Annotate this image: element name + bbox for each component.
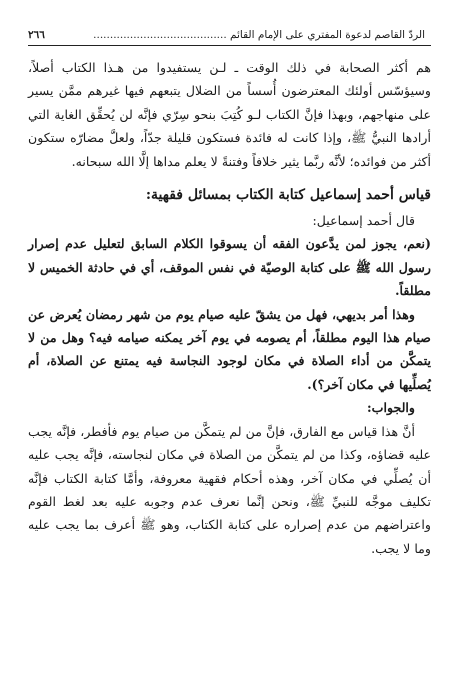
- page-body: [28, 56, 431, 560]
- answer-paragraph: أنَّ هذا قياس مع الفارق، فإنَّ من لم يتمكَّن من صيام يوم فأفطر، فإنَّه يجب عليه قضاؤه، وكذا من لم يتمكَّن من الصلاة في مكان لنجاسته، فإنَّه يجب عليه أن يُصلِّي في مكان آخر، وهذه أحكام فقهية معروفة، وأمَّا كتابة الكتاب فإنَّه تكليف موجَّه للنبيِّ ﷺ، ونحن إنَّما نعرف عدم وجوبه عليه بعد لغط القوم واعتراضهم من عدم إصراره على كتابة الكتاب، وهو ﷺ أعرف بما يجب عليه وما لا يجب.: [28, 423, 431, 556]
- quote-intro: قال أحمد إسماعيل:: [312, 213, 415, 229]
- answer-label: والجواب:: [366, 400, 415, 416]
- quote-paragraph-2: وهذا أمر بديهي، فهل من يشقّ عليه صيام يوم من شهر رمضان يُعرض عن صيام هذا اليوم مطلقاً، أم يصومه في يوم آخر يمكنه صيامه فيه؟ وهل من لا يتمكَّن من أداء الصلاة في مكان لوجود النجاسة فيه يمتنع عن الصلاة، أم يُصلِّيها في مكان آخر؟).: [28, 306, 431, 392]
- quote-paragraph-1: (نعم، يجوز لمن يدَّعون الفقه أن يسوقوا الكلام السابق لتعليل عدم إصرار رسول الله ﷺ على كتابة الوصيّة في نفس الموقف، أي في حادثة الخميس لا مطلقاً.: [28, 236, 431, 299]
- header-rule: [28, 45, 431, 46]
- running-title: الردّ القاصم لدعوة المفتري على الإمام القائم ........................................: [93, 29, 425, 41]
- page-header: [28, 28, 431, 42]
- section-heading: قياس أحمد إسماعيل كتابة الكتاب بمسائل فقهية:: [145, 187, 431, 204]
- paragraph-opening: هم أكثر الصحابة في ذلك الوقت ـ لـن يستفيدوا من هـذا الكتاب أصلاً، وسيؤسّس أولئك المعترضون أُسساً من الضلال يتبعهم فيها غيرهم ممَّن يسير على منهاجهم، وبهذا فإنَّ الكتاب لـو كُتِبَ بنحو سِرّي فإنَّه لن يُحقِّق الغاية التي أرادها النبيُّ ﷺ، وإذا كانت له فائدة فستكون قليلة جدّاً، ولعلَّ مضارّه ستكون أكثر من فوائده؛ لأنَّه ربَّما يثير خلافاً وفتنةً لا يعلم مداها إلَّا الله سبحانه.: [28, 60, 431, 169]
- page-number: ٢٦٦: [28, 29, 45, 41]
